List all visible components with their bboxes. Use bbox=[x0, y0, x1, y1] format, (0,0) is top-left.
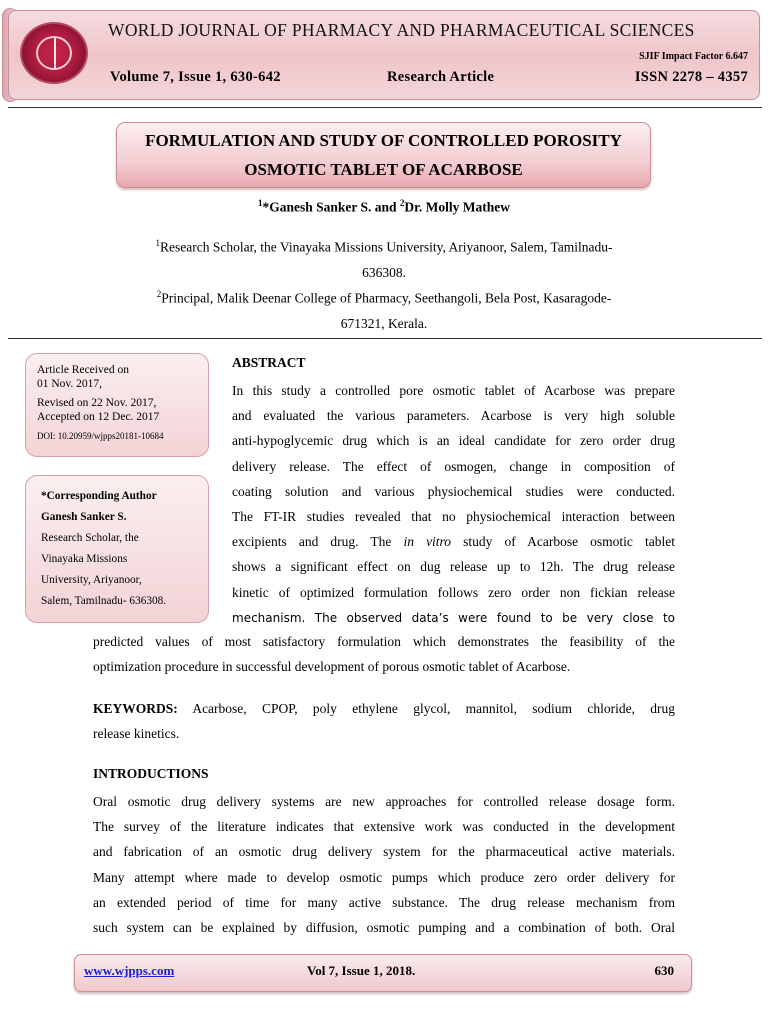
author-2: Dr. Molly Mathew bbox=[404, 199, 511, 215]
corresponding-line-4: Salem, Tamilnadu- 636308. bbox=[41, 595, 167, 607]
abstract-text bbox=[232, 378, 675, 631]
abstract-line: optimization procedure in successful development of porous osmotic tablet of Acarbose. bbox=[93, 659, 571, 675]
abstract-line: predicted values of most satisfactory formulation which demonstrates the feasibility of the bbox=[93, 634, 675, 649]
keywords-label: KEYWORDS: bbox=[93, 701, 178, 716]
abstract-line: In this study a controlled pore osmotic tablet of Acarbose was prepare bbox=[232, 383, 675, 398]
section-rule bbox=[8, 338, 762, 339]
abstract-line: anti-hypoglycemic drug which is an ideal candidate for zero order drug bbox=[232, 433, 675, 449]
abstract-line: The FT-IR studies revealed that no physiochemical interaction between bbox=[232, 509, 675, 525]
keywords bbox=[93, 696, 675, 746]
doi: DOI: 10.20959/wjpps20181-10684 bbox=[37, 431, 164, 441]
abstract-heading: ABSTRACT bbox=[232, 355, 306, 370]
abstract-line: shows a significant effect on dug release up to 12h. The drug release bbox=[232, 559, 675, 575]
journal-logo-icon bbox=[20, 22, 88, 84]
abstract-segment: The observed data’s were found to be very close to bbox=[305, 610, 675, 625]
author-1: *Ganesh Sanker S. and bbox=[262, 199, 400, 215]
accepted-date: Accepted on 12 Dec. 2017 bbox=[37, 410, 160, 423]
keywords-text: Acarbose, CPOP, poly ethylene glycol, mannitol, sodium chloride, drug bbox=[177, 701, 675, 716]
affiliation-1-sup: 1 bbox=[155, 238, 161, 248]
affiliation-1 bbox=[100, 231, 668, 286]
corresponding-line-2: Vinayaka Missions bbox=[41, 553, 128, 565]
corresponding-author-box bbox=[25, 475, 209, 623]
abstract-line: coating solution and various physiochemical studies were conducted. bbox=[232, 483, 675, 499]
revised-date: Revised on 22 Nov. 2017, bbox=[37, 397, 157, 409]
article-title bbox=[116, 122, 651, 188]
intro-line: such system can be explained by diffusion, osmotic pumping and a combination of both. Oral bbox=[93, 920, 675, 936]
affiliation-2-line-2: 671321, Kerala. bbox=[340, 316, 428, 331]
intro-line: an extended period of time for many active substance. The drug release mechanism from bbox=[93, 894, 675, 910]
page-number: 630 bbox=[654, 963, 674, 978]
author-2-sup: 2 bbox=[399, 198, 405, 208]
corresponding-name: Ganesh Sanker S. bbox=[41, 511, 127, 523]
introduction-text bbox=[93, 789, 675, 940]
author-1-sup: 1 bbox=[257, 198, 263, 208]
author-line bbox=[0, 198, 768, 216]
corresponding-line-3: University, Ariyanoor, bbox=[41, 574, 142, 586]
received-label: Article Received on bbox=[37, 364, 129, 376]
affiliation-2 bbox=[100, 282, 668, 337]
corresponding-line-1: Research Scholar, the bbox=[41, 532, 139, 544]
affiliation-1-line-1: Research Scholar, the Vinayaka Missions University, Ariyanoor, Salem, Tamilnadu- bbox=[160, 239, 613, 255]
abstract-continuation bbox=[93, 629, 675, 679]
intro-line: The survey of the literature indicates that extensive work was conducted in the development bbox=[93, 819, 675, 835]
title-line-2: OSMOTIC TABLET OF ACARBOSE bbox=[244, 160, 523, 179]
abstract-italic: in vitro bbox=[403, 534, 452, 550]
abstract-segment: excipients and drug. The bbox=[232, 534, 404, 550]
journal-url-link[interactable]: www.wjpps.com bbox=[84, 963, 175, 978]
abstract-line bbox=[232, 605, 675, 631]
abstract-line: kinetic of optimized formulation follows zero order non fickian release bbox=[232, 584, 675, 600]
affiliation-2-line-1: Principal, Malik Deenar College of Pharmacy, Seethangoli, Bela Post, Kasaragode- bbox=[161, 290, 612, 306]
volume-info: Volume 7, Issue 1, 630-642 bbox=[110, 69, 281, 85]
impact-factor: SJIF Impact Factor 6.647 bbox=[639, 51, 748, 62]
introduction-heading: INTRODUCTIONS bbox=[93, 766, 209, 781]
abstract-segment: mechanism. bbox=[232, 610, 306, 625]
affiliation-1-line-2: 636308. bbox=[362, 265, 406, 280]
intro-line: Many attempt where made to develop osmotic pumps which produce zero order delivery for bbox=[93, 869, 675, 885]
affiliation-2-sup: 2 bbox=[156, 289, 162, 299]
abstract-line bbox=[232, 529, 675, 554]
intro-line: and fabrication of an osmotic drug delivery system for the pharmaceutical active materials. bbox=[93, 844, 675, 860]
intro-line: Oral osmotic drug delivery systems are new approaches for controlled release dosage form. bbox=[93, 794, 675, 809]
corresponding-heading: *Corresponding Author bbox=[41, 490, 157, 502]
caduceus-icon bbox=[54, 38, 56, 68]
journal-title: WORLD JOURNAL OF PHARMACY AND PHARMACEUTICAL SCIENCES bbox=[108, 20, 695, 40]
keywords-text: release kinetics. bbox=[93, 726, 180, 742]
page-footer bbox=[74, 954, 692, 992]
abstract-line: delivery release. The effect of osmogen, change in composition of bbox=[232, 458, 675, 474]
article-received-box bbox=[25, 353, 209, 457]
abstract-line: and evaluated the various parameters. Acarbose is very high soluble bbox=[232, 408, 675, 424]
title-line-1: FORMULATION AND STUDY OF CONTROLLED POROSITY bbox=[145, 131, 622, 150]
received-date: 01 Nov. 2017, bbox=[37, 377, 103, 390]
abstract-segment: study of Acarbose osmotic tablet bbox=[451, 534, 675, 550]
issn: ISSN 2278 – 4357 bbox=[634, 69, 748, 85]
article-type: Research Article bbox=[387, 69, 495, 85]
footer-volume: Vol 7, Issue 1, 2018. bbox=[307, 963, 416, 978]
header-rule bbox=[8, 107, 762, 108]
